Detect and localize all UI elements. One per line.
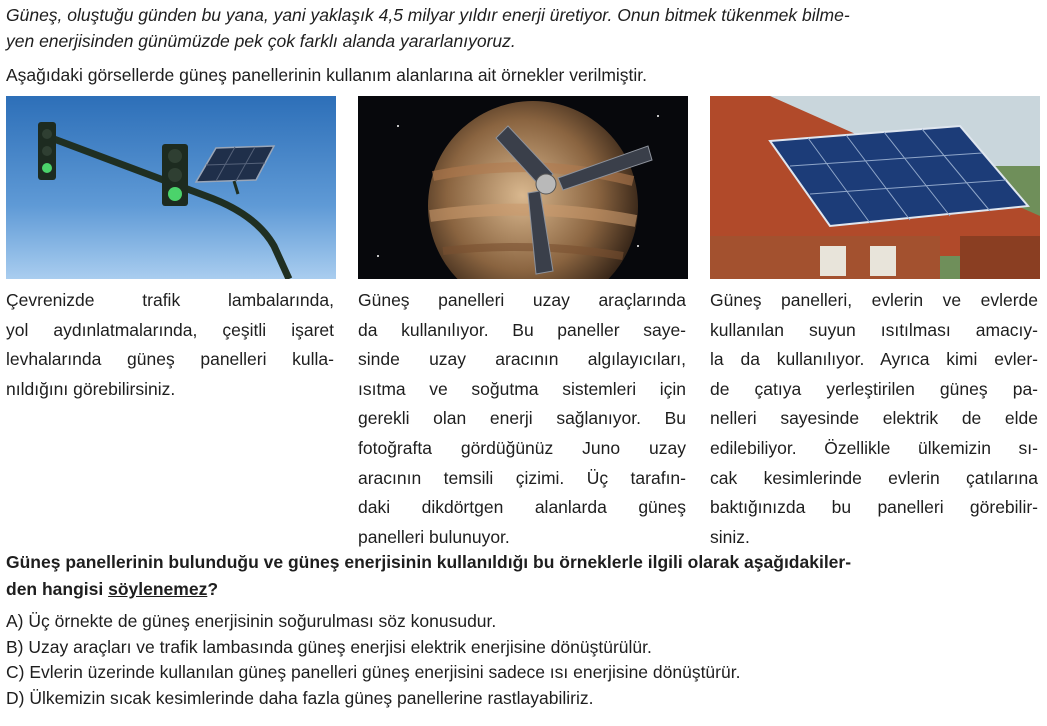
lead-sentence: Aşağıdaki görsellerde güneş panellerinin kullanım alanlarına ait örnekler verilmiştir. [6, 65, 648, 85]
question-prefix: den hangisi [6, 579, 109, 599]
caption-line: gerekli olan enerji sağlanıyor. Bu [358, 408, 686, 429]
caption-houses [710, 286, 1038, 552]
caption-line: panelleri bulunuyor. [358, 526, 510, 547]
question-stem [6, 549, 1040, 603]
option-d[interactable]: D) Ülkemizin sıcak kesimlerinde daha fazla güneş panellerine rastlayabiliriz. [6, 687, 594, 708]
question-mark: ? [207, 579, 219, 599]
caption-line: cak kesimlerinde evlerin çatılarına [710, 467, 1038, 488]
juno-spacecraft-jupiter-photo [358, 96, 688, 279]
caption-line: Güneş panelleri, evlerin ve evlerde [710, 290, 1038, 310]
caption-line: siniz. [710, 526, 750, 547]
house-roof-solar-panels-photo [710, 96, 1040, 279]
caption-line: Güneş panelleri uzay araçlarında [358, 290, 686, 310]
option-b[interactable]: B) Uzay araçları ve trafik lambasında güneş enerjisi elektrik enerjisine dönüştürülür. [6, 636, 652, 657]
caption-line: nelleri sayesinde elektrik de elde [710, 408, 1038, 429]
caption-line: edilebiliyor. Özellikle ülkemizin sı- [710, 437, 1038, 458]
caption-line: baktığınızda bu panelleri görebilir- [710, 497, 1038, 518]
caption-line: aracının temsili çizimi. Üç tarafın- [358, 467, 686, 488]
caption-line: nıldığını görebilirsiniz. [6, 378, 176, 399]
caption-line: la da kullanılıyor. Ayrıca kimi evler- [710, 349, 1038, 370]
caption-line: da kullanılıyor. Bu paneller saye- [358, 319, 686, 340]
caption-traffic-lights [6, 286, 334, 404]
caption-line: Çevrenizde trafik lambalarında, [6, 290, 334, 310]
caption-line: yol aydınlatmalarında, çeşitli işaret [6, 319, 334, 340]
caption-line: daki dikdörtgen alanlarda güneş [358, 497, 686, 518]
option-a[interactable]: A) Üç örnekte de güneş enerjisinin soğurulması söz konusudur. [6, 611, 497, 631]
option-c[interactable]: C) Evlerin üzerinde kullanılan güneş panelleri güneş enerjisini sadece ısı enerjisine dönüştürür. [6, 662, 741, 682]
question-keyword: söylenemez [108, 579, 208, 599]
caption-line: sinde uzay aracının algılayıcıları, [358, 349, 686, 370]
caption-line: fotoğrafta gördüğünüz Juno uzay [358, 437, 686, 458]
intro-paragraph [6, 2, 1036, 54]
question-line-1: Güneş panellerinin bulunduğu ve güneş enerjisinin kullanıldığı bu örneklerle ilgili olarak aşağıdakiler- [6, 552, 852, 572]
caption-line: kullanılan suyun ısıtılması amacıy- [710, 319, 1038, 340]
caption-line: levhalarında güneş panelleri kulla- [6, 349, 334, 370]
traffic-light-solar-panel-photo [6, 96, 336, 279]
intro-line-1: Güneş, oluştuğu günden bu yana, yani yaklaşık 4,5 milyar yıldır enerji üretiyor. Onun bitmek tükenmek bilme- [6, 5, 850, 25]
question-line-2 [6, 576, 1040, 603]
caption-space-craft [358, 286, 686, 552]
caption-line: de çatıya yerleştirilen güneş pa- [710, 378, 1038, 399]
intro-line-2: yen enerjisinden günümüzde pek çok farklı alanda yararlanıyoruz. [6, 31, 516, 51]
caption-line: ısıtma ve soğutma sistemleri için [358, 378, 686, 399]
answer-options [6, 609, 1040, 711]
